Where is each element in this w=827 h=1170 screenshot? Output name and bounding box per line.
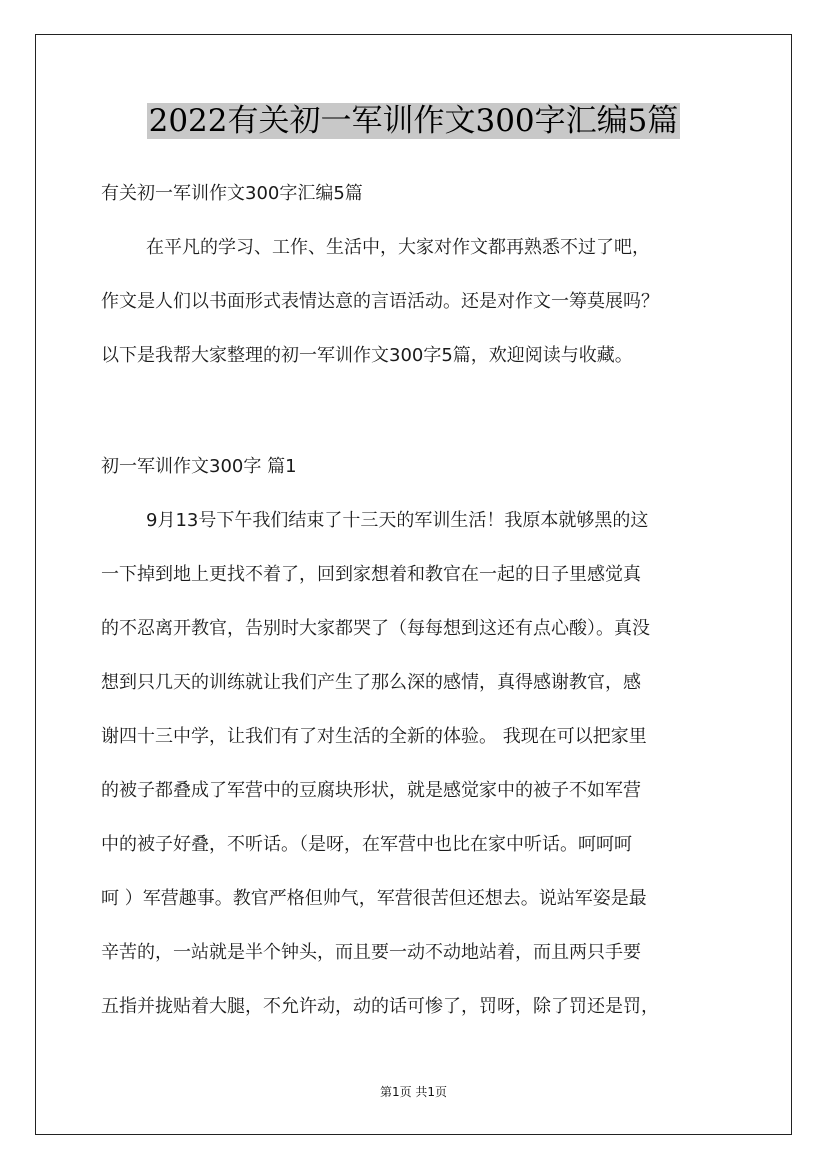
intro-line: 作文是人们以书面形式表情达意的言语活动。还是对作文一筹莫展吗？ — [101, 291, 659, 312]
body-line: 想到只几天的训练就让我们产生了那么深的感情，真得感谢教官，感 — [101, 672, 641, 693]
document-subtitle: 有关初一军训作文300字汇编5篇 — [101, 183, 363, 204]
body-line: 的被子都叠成了军营中的豆腐块形状，就是感觉家中的被子不如军营 — [101, 780, 641, 801]
document-title — [0, 98, 827, 144]
body-line: 呵 ）军营趣事。教官严格但帅气，军营很苦但还想去。说站军姿是最 — [101, 888, 647, 909]
body-line: 的不忍离开教官，告别时大家都哭了（每每想到这还有点心酸）。真没 — [101, 618, 650, 639]
body-line: 辛苦的，一站就是半个钟头，而且要一动不动地站着，而且两只手要 — [101, 942, 641, 963]
section-heading: 初一军训作文300字 篇1 — [101, 456, 297, 477]
body-line: 谢四十三中学，让我们有了对生活的全新的体验。 我现在可以把家里 — [101, 726, 647, 747]
intro-line: 在平凡的学习、工作、生活中，大家对作文都再熟悉不过了吧， — [146, 237, 650, 258]
intro-line: 以下是我帮大家整理的初一军训作文300字5篇，欢迎阅读与收藏。 — [101, 345, 633, 366]
document-title-text: 2022有关初一军训作文300字汇编5篇 — [148, 103, 679, 139]
page-number-footer: 第1页 共1页 — [379, 1085, 448, 1099]
body-line: 中的被子好叠，不听话。（是呀，在军营中也比在家中听话。呵呵呵 — [101, 834, 632, 855]
body-line: 一下掉到地上更找不着了，回到家想着和教官在一起的日子里感觉真 — [101, 564, 641, 585]
body-line: 五指并拢贴着大腿，不允许动，动的话可惨了，罚呀，除了罚还是罚， — [101, 996, 659, 1017]
body-line: 9月13号下午我们结束了十三天的军训生活！我原本就够黑的这 — [146, 510, 649, 531]
